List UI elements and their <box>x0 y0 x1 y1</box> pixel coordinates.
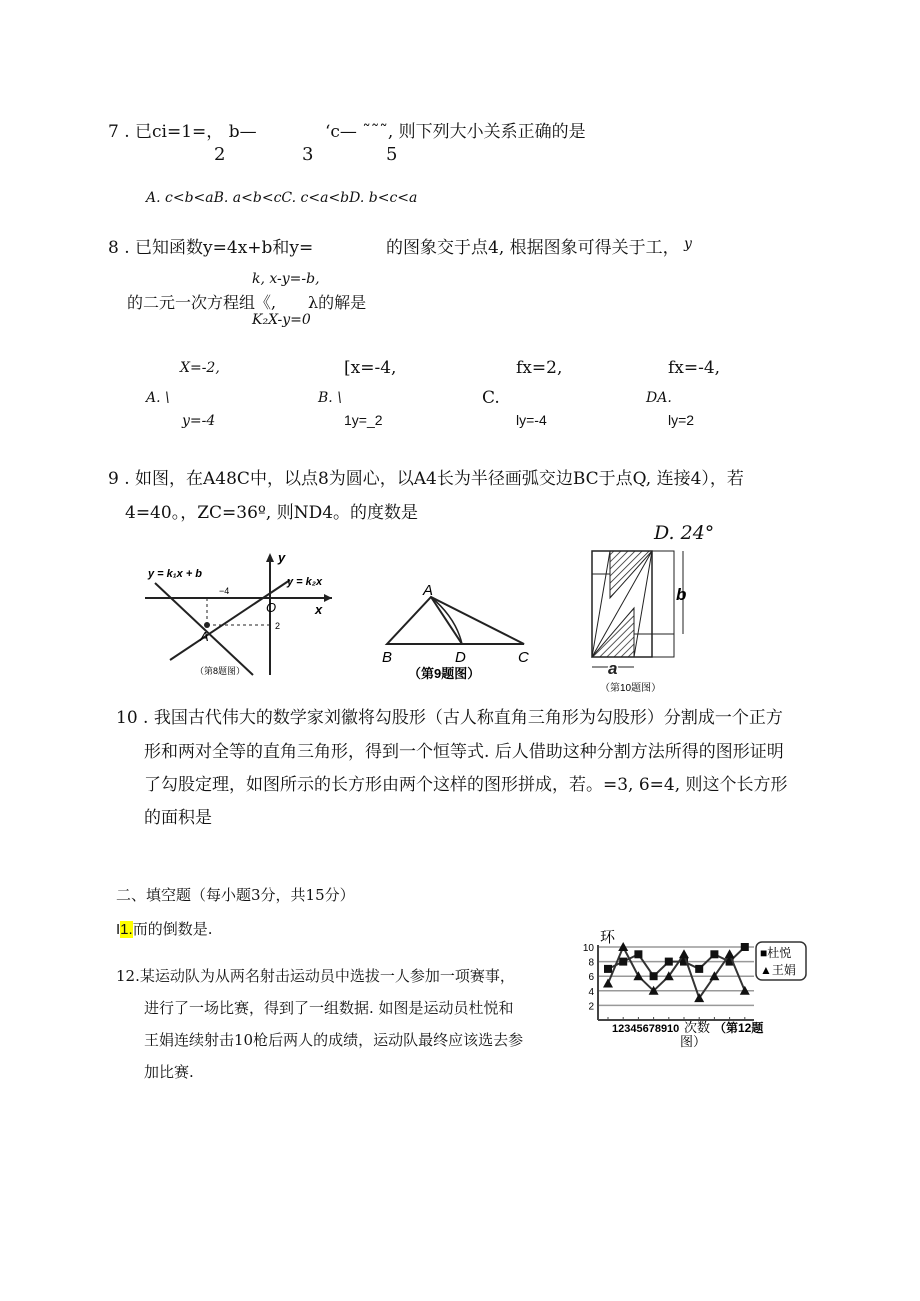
fig8-caption: （第8题图） <box>195 666 246 676</box>
section-2-title: 二、填空题（每小题3分，共15分） <box>116 886 355 904</box>
q12-line1: 12.某运动队为从两名射击运动员中选拔一人参加一项赛事， <box>116 967 515 985</box>
q10-line1: 10 . 我国古代伟大的数学家刘徽将勾股形（古人称直角三角形为勾股形）分割成一个正方 <box>116 708 783 728</box>
q8-option-d-bottom: ly=2 <box>668 412 695 428</box>
fig8-x-label: x <box>315 602 323 617</box>
fig9-point-b: B <box>382 649 393 666</box>
figure-8 <box>140 550 340 690</box>
q8-eq-bottom: K₂X-y=0 <box>252 312 311 328</box>
q8-line1c: y <box>684 236 692 252</box>
y-tick-label: 10 <box>582 943 594 954</box>
q8-option-c-top: fx=2, <box>516 358 563 378</box>
q8-eq-top: k, x-y=-b, <box>252 271 320 287</box>
q11-number-highlight: 1. <box>120 921 133 938</box>
fig8-tick-minus4: −4 <box>219 586 230 596</box>
fig8-y-label: y <box>278 550 286 565</box>
q9-line2: 4=40。，ZC=36º, 则ND4。的度数是 <box>125 503 419 523</box>
fig10-label-b: b <box>676 585 687 604</box>
q8-line1b: 的图象交于点4, 根据图象可得关于工， <box>386 238 680 258</box>
chart-caption-end: 图） <box>680 1034 707 1049</box>
fig8-point-a: A <box>200 629 209 644</box>
data-point-square <box>665 958 673 966</box>
data-point-square <box>650 972 658 980</box>
fig9-caption: （第9题图） <box>408 666 481 681</box>
fig8-line2-label: y = k₂x <box>287 576 323 588</box>
y-tick-label: 8 <box>588 957 594 969</box>
data-point-square <box>619 958 627 966</box>
q7-line1: 7 . 已ci=1=， b— <box>108 122 257 142</box>
q9-line1: 9 . 如图，在A48C中，以点8为圆心，以A4长为半径画弧交边BC于点Q, 连接4），若 <box>108 469 744 489</box>
data-point-square <box>695 965 703 973</box>
q7-denom-b: 3 <box>302 144 314 165</box>
q8-line1a: 8 . 已知函数y=4x+b和y= <box>108 238 314 258</box>
q7-denom-c: 5 <box>386 144 398 165</box>
data-point-square <box>634 950 642 958</box>
q8-option-c-label: C. <box>482 388 500 408</box>
q10-line2: 形和两对全等的直角三角形，得到一个恒等式. 后人借助这种分割方法所得的图形证明 <box>144 742 784 762</box>
fig8-tick-2: 2 <box>275 621 281 631</box>
q8-line2b: λ的解是 <box>308 293 367 312</box>
data-point-square <box>710 950 718 958</box>
data-point-triangle <box>679 949 689 958</box>
data-point-square <box>741 943 749 951</box>
q9-option-d: D. 24° <box>654 522 715 544</box>
legend-item-wangjuan: ▲王娟 <box>760 963 796 977</box>
q8-option-d-top: fx=-4, <box>668 358 721 378</box>
fig9-point-d: D <box>455 649 466 666</box>
q8-option-a-top: X=-2, <box>180 360 220 376</box>
chart-xlabel: 次数 <box>684 1020 711 1035</box>
figure-10 <box>588 548 698 696</box>
q8-option-d-label: DA. <box>646 390 672 406</box>
q8-option-c-bottom: ly=-4 <box>516 412 547 428</box>
fig9-point-a: A <box>423 582 434 599</box>
q12-line4: 加比赛. <box>144 1063 194 1081</box>
fig8-line1-label: y = k₁x + b <box>148 568 203 580</box>
y-tick-label: 6 <box>588 972 594 984</box>
q11 <box>116 918 212 939</box>
legend-item-duyue: ■杜悦 <box>760 946 792 960</box>
fig10-label-a: a <box>608 659 618 678</box>
figure-9 <box>380 580 535 685</box>
q10-line3: 了勾股定理，如图所示的长方形由两个这样的图形拼成，若。=3, 6=4, 则这个长方形 <box>144 775 788 795</box>
q8-option-b-top: [x=-4, <box>344 358 397 378</box>
data-point-triangle <box>725 949 735 958</box>
q7-options: A. c<b<aB. a<b<cC. c<a<bD. b<c<a <box>146 190 418 206</box>
data-point-square <box>604 965 612 973</box>
fig8-origin-label: O <box>266 600 277 615</box>
q11-text: 而的倒数是. <box>132 920 213 938</box>
q8-option-b-bottom: 1y=_2 <box>344 412 383 428</box>
score-line-chart <box>570 920 796 1060</box>
q7-denom-a: 2 <box>214 144 226 165</box>
q10-line4: 的面积是 <box>144 808 212 828</box>
data-point-triangle <box>603 979 613 988</box>
fig10-caption: （第10题图） <box>600 683 662 694</box>
chart-caption-start: （第12题 <box>714 1021 764 1035</box>
y-tick-label: 2 <box>588 1001 594 1013</box>
q7-line1b: ‘c— ˜˜˜, 则下列大小关系正确的是 <box>325 122 586 142</box>
q8-option-a-label: A. \ <box>146 390 170 406</box>
q11-prefix: I <box>116 921 121 938</box>
q8-line2a: 的二元一次方程组《, <box>127 293 277 312</box>
chart-ylabel: 环 <box>600 929 616 946</box>
fig9-point-c: C <box>518 649 529 666</box>
q8-option-a-bottom: y=-4 <box>182 413 216 429</box>
q8-option-b-label: B. \ <box>318 390 342 406</box>
y-tick-label: 4 <box>588 986 594 998</box>
q12-line2: 进行了一场比赛，得到了一组数据. 如图是运动员杜悦和 <box>144 999 514 1017</box>
chart-xticks: 12345678910 <box>612 1023 680 1035</box>
q12-line3: 王娟连续射击10枪后两人的成绩，运动队最终应该选去参 <box>144 1031 524 1049</box>
